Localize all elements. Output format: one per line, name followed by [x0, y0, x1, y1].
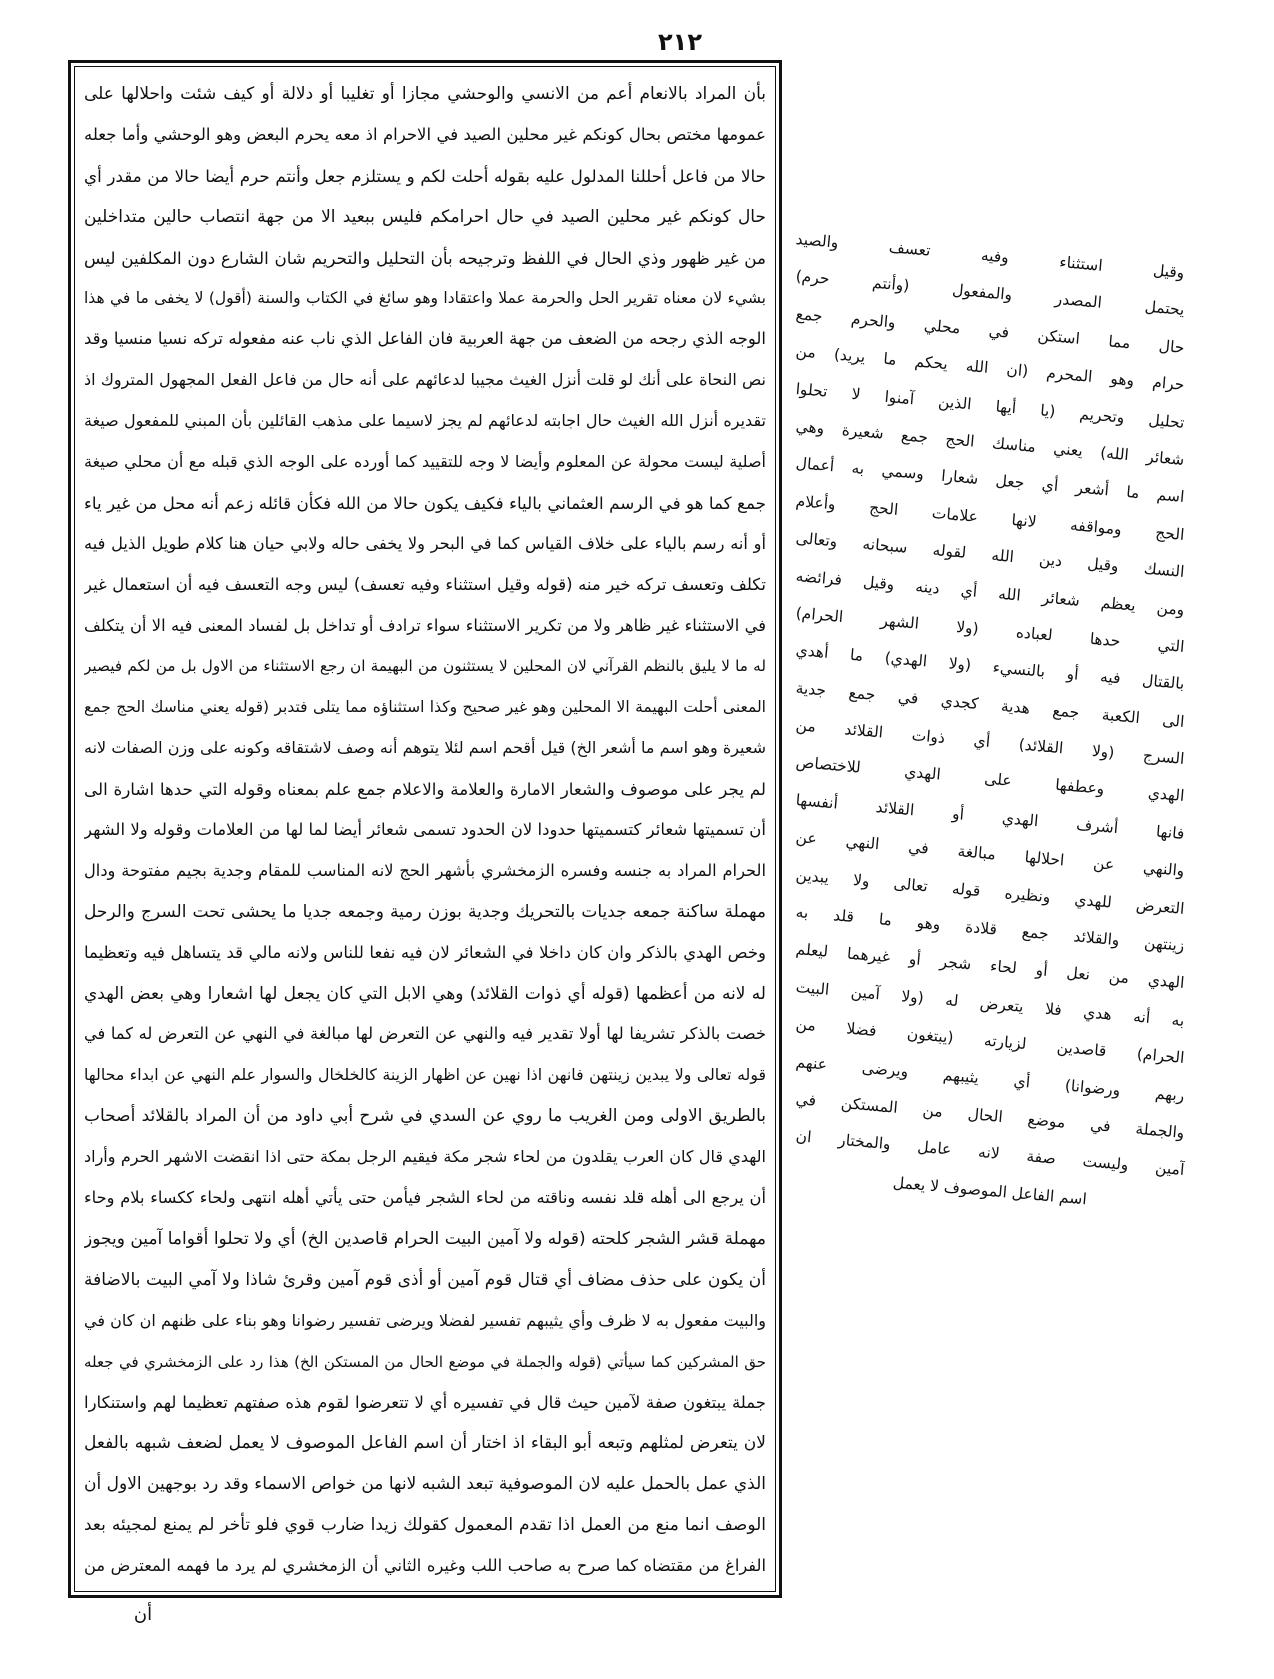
margin-note-line: الى الكعبة جمع هدية كجدي في جمع جدية	[795, 678, 1186, 731]
main-text-line: له ما لا يليق بالنظم القرآني لان المحلين لا يستثنون من البهيمة ان رجع الاستثناء من الاول بل من لكم فيصير	[84, 657, 766, 676]
main-text-line: جملة يبتغون صفة لآمين حيث قال في تفسيره أي لا تتعرضوا لقوم هذه صفتهم تعظيما لهم واستنكارا	[84, 1392, 766, 1412]
main-text-line: أن تسميتها شعائر كتسميتها حدودا لان الحدود تسمى شعائر أيضا لما لها من العلامات وقوله ولا الشهر	[84, 820, 766, 840]
margin-note-line: زينتهن والقلائد جمع قلادة وهو ما قلد به	[795, 903, 1186, 955]
main-text-line: مهملة قشر الشجر كلحته (قوله ولا آمين البيت الحرام قاصدين الخ) أي ولا تحلوا أقواما آمين ويجوز	[84, 1228, 766, 1249]
margin-note-line: التعرض للهدي ونظيره قوله تعالى ولا يبدين	[795, 865, 1186, 918]
main-text-line: الفراغ من مقتضاه كما صرح به صاحب اللب وغيره الثاني أن الزمخشري لم يرد ما فهمه المعترض من	[84, 1556, 766, 1576]
margin-note-line: اسم الفاعل الموصوف لا يعمل	[892, 1173, 1088, 1209]
main-text-line: حال كونكم غير محلين الصيد في حال احرامكم فليس ببعيد الا من جهة انتصاب حالين متداخلين	[84, 206, 766, 227]
main-text-line: عمومها مختص بحال كونكم غير محلين الصيد في الاحرام اذ معه يحرم البعض وهو الوحشي وأما جعله	[84, 124, 766, 144]
main-text-line: مهملة ساكنة جمعه جديات بالتحريك وجدية بوزن رمية وجمعه جديا ما يحشى تحت السرج والرحل	[84, 901, 766, 922]
margin-note-line: الحج ومواقفه لانها علامات الحج وأعلام	[795, 491, 1186, 544]
margin-note-line: يحتمل المصدر والمفعول (وأنتم حرم)	[795, 267, 1186, 320]
main-text-line: أو أنه رسم بالياء على خلاف القياس كما في البحر ولا يخفى حاله ولابي حيان هنا كلام طويل الذيل فيه	[84, 533, 766, 553]
margin-note-line: فانها أشرف الهدي أو القلائد أنفسها	[795, 790, 1186, 843]
main-text-line: الحرام المراد به جنسه وفسره الزمخشري بأشهر الحج لانه المناسب للمقام وجدية بجيم مفتوحة ودال	[84, 860, 766, 880]
margin-note-line: تحليل وتحريم (يا أيها الذين آمنوا لا تحلوا	[795, 379, 1186, 432]
margin-note-line: شعائر الله) يعني مناسك الحج جمع شعيرة وهي	[795, 416, 1186, 469]
main-text-line: أن يرجع الى أهله قلد نفسه وناقته من لحاء الشجر فيأمن حتى يأتي أهله انتهى ولحاء ككساء بلام وحاء	[84, 1188, 766, 1208]
main-text-line: لان يتعرض لمثلهم وتبعه أبو البقاء اذ اختار أن اسم الفاعل الموصوف لا يعمل لضعف شبهه بالفعل	[84, 1433, 766, 1454]
margin-note-line: الهدي من نعل أو لحاء شجر أو غيرهما ليعلم	[795, 940, 1186, 993]
page-number: ٢١٢	[658, 28, 702, 56]
main-text-line: وخص الهدي بالذكر وان كان داخلا في الشعائر لان فيه نفعا للناس ولانه مالي قد يتساهل فيه وتعظيما	[84, 942, 766, 962]
main-text-line: من غير ظهور وذي الحال في اللفظ وترجيحه بأن التحليل والتحريم شان الشارع دون المكلفين ليس	[84, 247, 766, 268]
margin-notes	[795, 230, 1186, 1210]
main-text-line: حق المشركين كما سيأتي (قوله والجملة في موضع الحال من المستكن الخ) هذا رد على الزمخشري في جعله	[84, 1352, 766, 1371]
main-text-line: الوجه الذي رجحه من الضعف من جهة العربية فان الفاعل الذي ناب عنه مفعوله تركه نسيا منسيا وقد	[84, 329, 766, 349]
margin-note-line: والنهي عن احلالها مبالغة في النهي عن	[795, 828, 1186, 881]
catchword: أن	[133, 1604, 153, 1625]
main-text-line: شعيرة وهو اسم ما أشعر الخ) قيل أقحم اسم لئلا يتوهم أنه وصف لاشتقاقه وكونه على وزن الصفات لانه	[84, 738, 766, 758]
main-text-line: تكلف وتعسف تركه خير منه (قوله وقيل استثناء وفيه تعسف) ليس وجه التعسف فيه أن استعمال غير	[84, 574, 766, 594]
main-text-line: في الاستثناء غير ظاهر ولا من تكرير الاستثناء سواء ترادف أو تداخل بل لفساد المعنى فيه الا أن يتكلف	[84, 615, 766, 635]
main-text-line: أن يكون على حذف مضاف أي قتال قوم آمين أو أذى قوم آمين وقرئ شاذا ولا آمي البيت بالاضافة	[84, 1269, 766, 1290]
main-text-line: بالطريق الاولى ومن الغريب ما روي عن السدي في شرح أبي داود من أن المراد بالقلائد أصحاب	[84, 1106, 766, 1127]
main-text-line: المعنى أحلت البهيمة الا المحلين وهو غير صحيح وكذا استثناؤه مما يتلى فتدبر (قوله يعني مناسك الحج جمع	[84, 698, 766, 717]
margin-note-line: السرج (ولا القلائد) أي ذوات القلائد من	[795, 716, 1186, 769]
margin-note-line: الحرام) قاصدين لزيارته (يبتغون فضلا من	[795, 1015, 1186, 1068]
margin-note-line: به أنه هدي فلا يتعرض له (ولا آمين البيت	[795, 977, 1186, 1030]
main-text-line: الهدي قال كان العرب يقلدون من لحاء شجر مكة فيقيم الرجل بمكة حتى اذا انقضت الاشهر الحرم وأراد	[84, 1147, 766, 1167]
margin-note-line: الهدي وعطفها على الهدي للاختصاص	[795, 753, 1186, 806]
main-text-line: نص النحاة على أنك لو قلت أنزل الغيث مجيبا لدعائهم على أنه حال من فاعل الفعل المجهول المتروك اذ	[84, 370, 766, 390]
main-text-line: تقديره أنزل الله الغيث حال اجابته لدعائهم لم يجز لاسيما على مذهب القائلين بأن المبني للمفعول صيغة	[84, 411, 766, 431]
margin-note-line: بالقتال فيه أو بالنسيء (ولا الهدي) ما أهدي	[795, 641, 1186, 694]
main-text-line: لم يجر على موصوف والشعار الامارة والعلامة والاعلام جمع علم بمعناه وقوله التي حدها اشارة الى	[84, 779, 766, 800]
main-text-line: حالا من فاعل أحللنا المدلول عليه بقوله أحلت لكم و يستلزم جعل وأنتم حرم أيضا حالا من مقدر أي	[84, 165, 766, 186]
main-text-line: جمع كما هو في الرسم العثماني بالياء فكيف يكون حالا من الله فكأن قائله زعم أنه محل من غير ياء	[84, 492, 766, 513]
main-text-line: أصلية ليست محولة عن المعلوم وأيضا لا وجه للتقييد كما أورده على الوجه الذي قبله مع أن محلي صيغة	[84, 452, 766, 472]
margin-note-line: والجملة في موضع الحال من المستكن في	[795, 1090, 1186, 1142]
main-text-line: والبيت مفعول به لا ظرف وأي يثيبهم تفسير لفضلا ويرضى تفسير رضوانا وهو بناء على ظنهم ان كان في	[84, 1310, 766, 1330]
main-text-line: بأن المراد بالانعام أعم من الانسي والوحشي مجازا أو تغليبا أو دلالة أو كيف شئت واحلالها على	[84, 84, 766, 104]
main-text-line: قوله تعالى ولا يبدين زينتهن فانهن اذا نهين عن اظهار الزينة كالخلخال والسوار علم النهي عن ابداء محالها	[84, 1065, 766, 1085]
margin-note-line: التي حدها لعباده (ولا الشهر الحرام)	[795, 603, 1186, 656]
margin-note-line: وقيل استثناء وفيه تعسف والصيد	[795, 230, 1186, 282]
main-text-line: الوصف انما منع من العمل اذا تقدم المعمول كقولك زيدا ضارب قوي فلو تأخر لم يمنع لمجيئه بعد	[84, 1515, 766, 1536]
margin-note-line: آمين وليست صفة لانه عامل والمختار ان	[795, 1127, 1186, 1180]
main-commentary-text	[84, 74, 766, 1587]
main-text-line: خصت بالذكر تشريفا لها أولا تقدير فيه والنهي عن التعرض لها مبالغة في النهي عن التعرض له كما في	[84, 1024, 766, 1044]
margin-note-line: اسم ما أشعر أي جعل شعارا وسمي به أعمال	[795, 454, 1186, 507]
main-text-line: الذي عمل بالحمل عليه لان الموصوفية تبعد الشبه لانها من خواص الاسماء وقد رد بوجهين الاول أن	[84, 1474, 766, 1495]
margin-note-line: النسك وقيل دين الله لقوله سبحانه وتعالى	[795, 529, 1186, 582]
margin-note-line: حال مما استكن في محلي والحرم جمع	[795, 304, 1186, 357]
main-text-line: بشيء لان معناه تقرير الحل والحرمة عملا واعتقادا وهو سائغ في الكتاب والسنة (أقول) لا يخفى ما في هذا	[84, 289, 766, 308]
main-text-line: له لانه من أعظمها (قوله أي ذوات القلائد) وهي الابل التي كان يجعل لها اشعارا وهي بعض الهدي	[84, 983, 766, 1004]
margin-note-line: حرام وهو المحرم (ان الله يحكم ما يريد) من	[795, 342, 1186, 395]
margin-note-line: ربهم ورضوانا) أي يثيبهم ويرضى عنهم	[795, 1052, 1186, 1105]
margin-note-line: ومن يعظم شعائر الله أي دينه وقيل فرائضه	[795, 566, 1186, 619]
